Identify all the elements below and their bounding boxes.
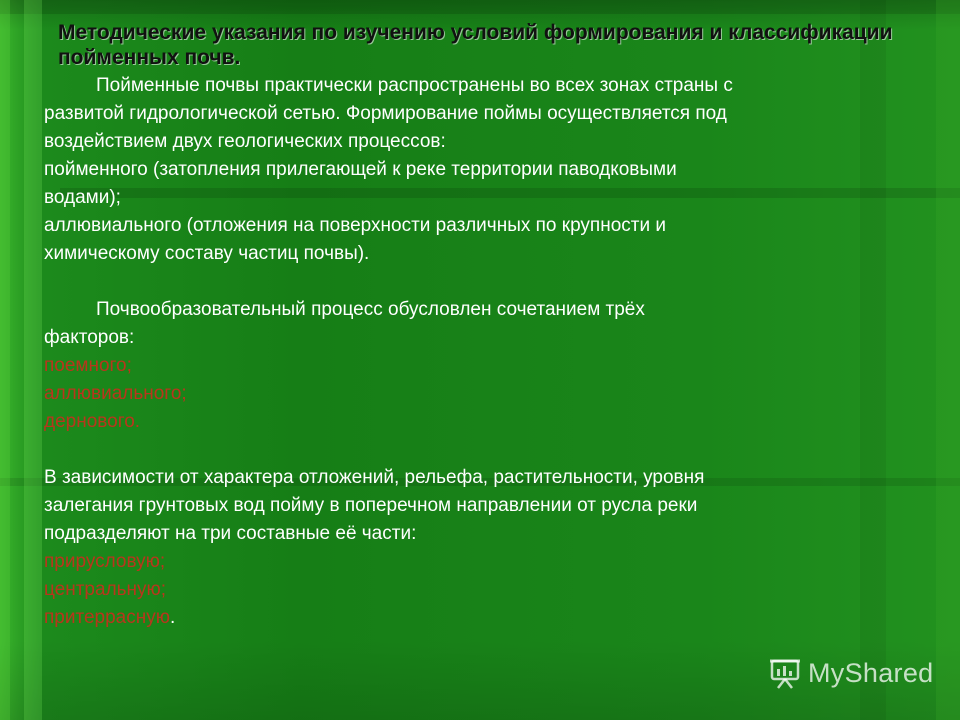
presentation-board-icon xyxy=(768,656,802,690)
watermark-text: MyShared xyxy=(808,657,934,688)
final-period: . xyxy=(169,607,176,628)
part-item: прирусловую; xyxy=(44,551,166,572)
decor-stripe xyxy=(0,0,10,720)
body-line: аллювиального (отложения на поверхности различных по крупности и xyxy=(44,215,666,236)
decor-stripe xyxy=(24,0,42,720)
body-line: водами); xyxy=(44,187,121,208)
part-item: притеррасную xyxy=(44,607,170,628)
spacer xyxy=(44,268,924,296)
body-line: химическому составу частиц почвы). xyxy=(44,243,370,264)
body-line: воздействием двух геологических процессов: xyxy=(44,131,446,152)
body-line: Пойменные почвы практически распространены во всех зонах страны с xyxy=(96,75,733,96)
factor-item: поемного; xyxy=(44,355,132,376)
body-line: залегания грунтовых вод пойму в поперечном направлении от русла реки xyxy=(44,495,698,516)
part-item: центральную; xyxy=(44,579,167,600)
body-line: развитой гидрологической сетью. Формирование поймы осуществляется под xyxy=(44,103,727,124)
factor-item: аллювиального; xyxy=(44,383,187,404)
factor-item: дернового. xyxy=(44,411,141,432)
decor-stripe xyxy=(936,0,960,720)
body-line: В зависимости от характера отложений, рельефа, растительности, уровня xyxy=(44,467,705,488)
body-line: Почвообразовательный процесс обусловлен сочетанием трёх xyxy=(96,299,645,320)
body-line: факторов: xyxy=(44,327,135,348)
decor-stripe xyxy=(0,0,960,14)
slide-title: Методические указания по изучению условий формирования и классификации пойменных почв. xyxy=(58,21,893,69)
body-line: пойменного (затопления прилегающей к реке территории паводковыми xyxy=(44,159,677,180)
spacer xyxy=(44,436,924,464)
part-item-line xyxy=(44,604,924,632)
slide-body xyxy=(44,72,924,632)
body-line: подразделяют на три составные её части: xyxy=(44,523,417,544)
watermark-logo xyxy=(768,656,933,690)
